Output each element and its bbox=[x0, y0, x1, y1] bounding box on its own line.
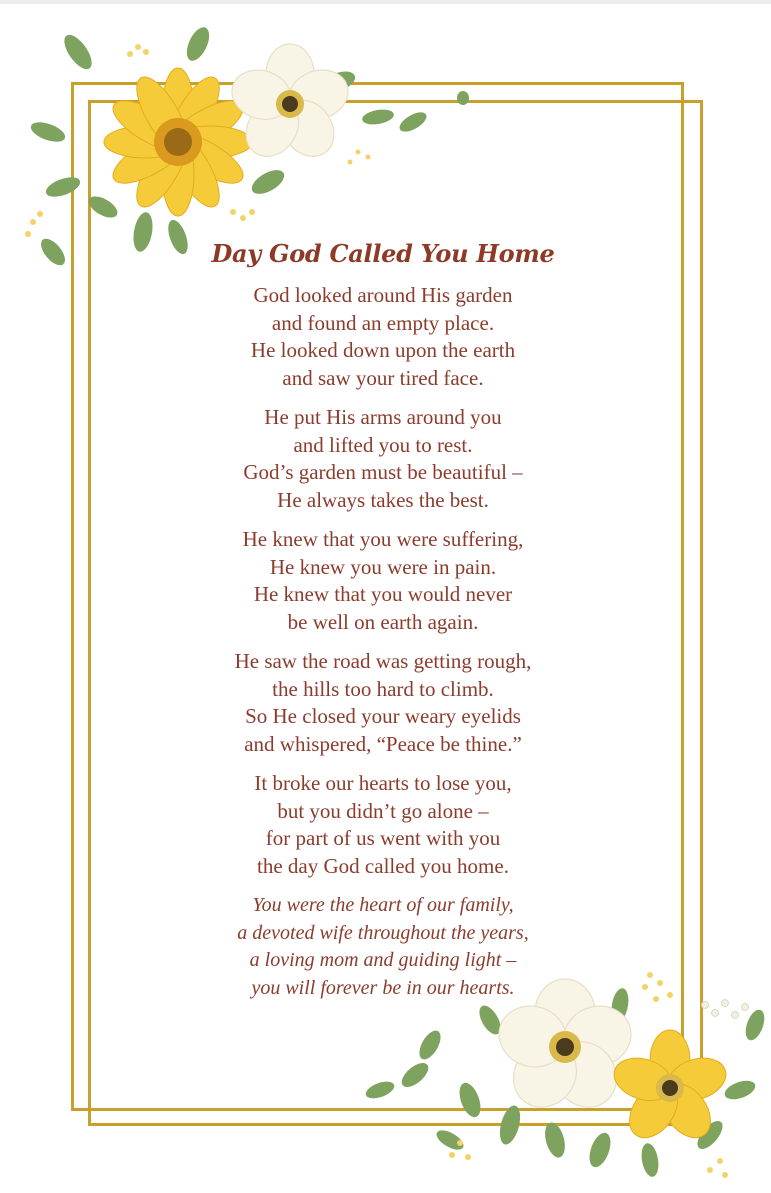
poem-line: He put His arms around you bbox=[264, 405, 502, 429]
poem-line: It broke our hearts to lose you, bbox=[254, 771, 512, 795]
poem-line: He knew you were in pain. bbox=[269, 554, 497, 579]
poem-line: God’s garden must be beautiful – bbox=[243, 460, 523, 484]
sunflower-icon bbox=[104, 68, 252, 216]
wildflower-icon bbox=[702, 1000, 749, 1019]
poem-line: and saw your tired face. bbox=[282, 365, 484, 390]
stanza-3 bbox=[168, 526, 598, 636]
poem-line: He saw the road was getting rough, bbox=[234, 649, 532, 673]
poem-line: He knew that you would never bbox=[253, 582, 513, 606]
poem-line: for part of us went with you bbox=[265, 826, 501, 850]
poem-title: Day God Called You Home bbox=[211, 239, 555, 268]
floral-arrangement-bottom-right bbox=[360, 965, 771, 1193]
poem bbox=[168, 234, 598, 1014]
poem-line: He looked down upon the earth bbox=[250, 338, 516, 362]
poem-line: but you didn’t go alone – bbox=[277, 798, 489, 823]
poem-line: be well on earth again. bbox=[287, 609, 479, 634]
dedication-line: a devoted wife throughout the years, bbox=[237, 921, 529, 944]
dedication-line: You were the heart of our family, bbox=[252, 894, 514, 916]
stanza-1 bbox=[168, 282, 598, 392]
top-edge-line bbox=[0, 0, 771, 4]
dedication-line: a loving mom and guiding light – bbox=[249, 949, 517, 971]
poem-line: the hills too hard to climb. bbox=[272, 676, 494, 701]
poem-line: and lifted you to rest. bbox=[293, 432, 473, 457]
poem-line: and found an empty place. bbox=[271, 310, 495, 335]
poem-line: and whispered, “Peace be thine.” bbox=[244, 731, 522, 756]
stanza-5 bbox=[168, 770, 598, 880]
poem-line: So He closed your weary eyelids bbox=[245, 704, 521, 728]
poem-line: God looked around His garden bbox=[253, 283, 513, 307]
stanza-4 bbox=[168, 648, 598, 758]
poem-line: He knew that you were suffering, bbox=[242, 527, 524, 551]
poem-line: He always takes the best. bbox=[277, 487, 489, 512]
poem-line: the day God called you home. bbox=[257, 853, 509, 878]
dedication-line: you will forever be in our hearts. bbox=[251, 976, 515, 999]
stanza-2 bbox=[168, 404, 598, 514]
